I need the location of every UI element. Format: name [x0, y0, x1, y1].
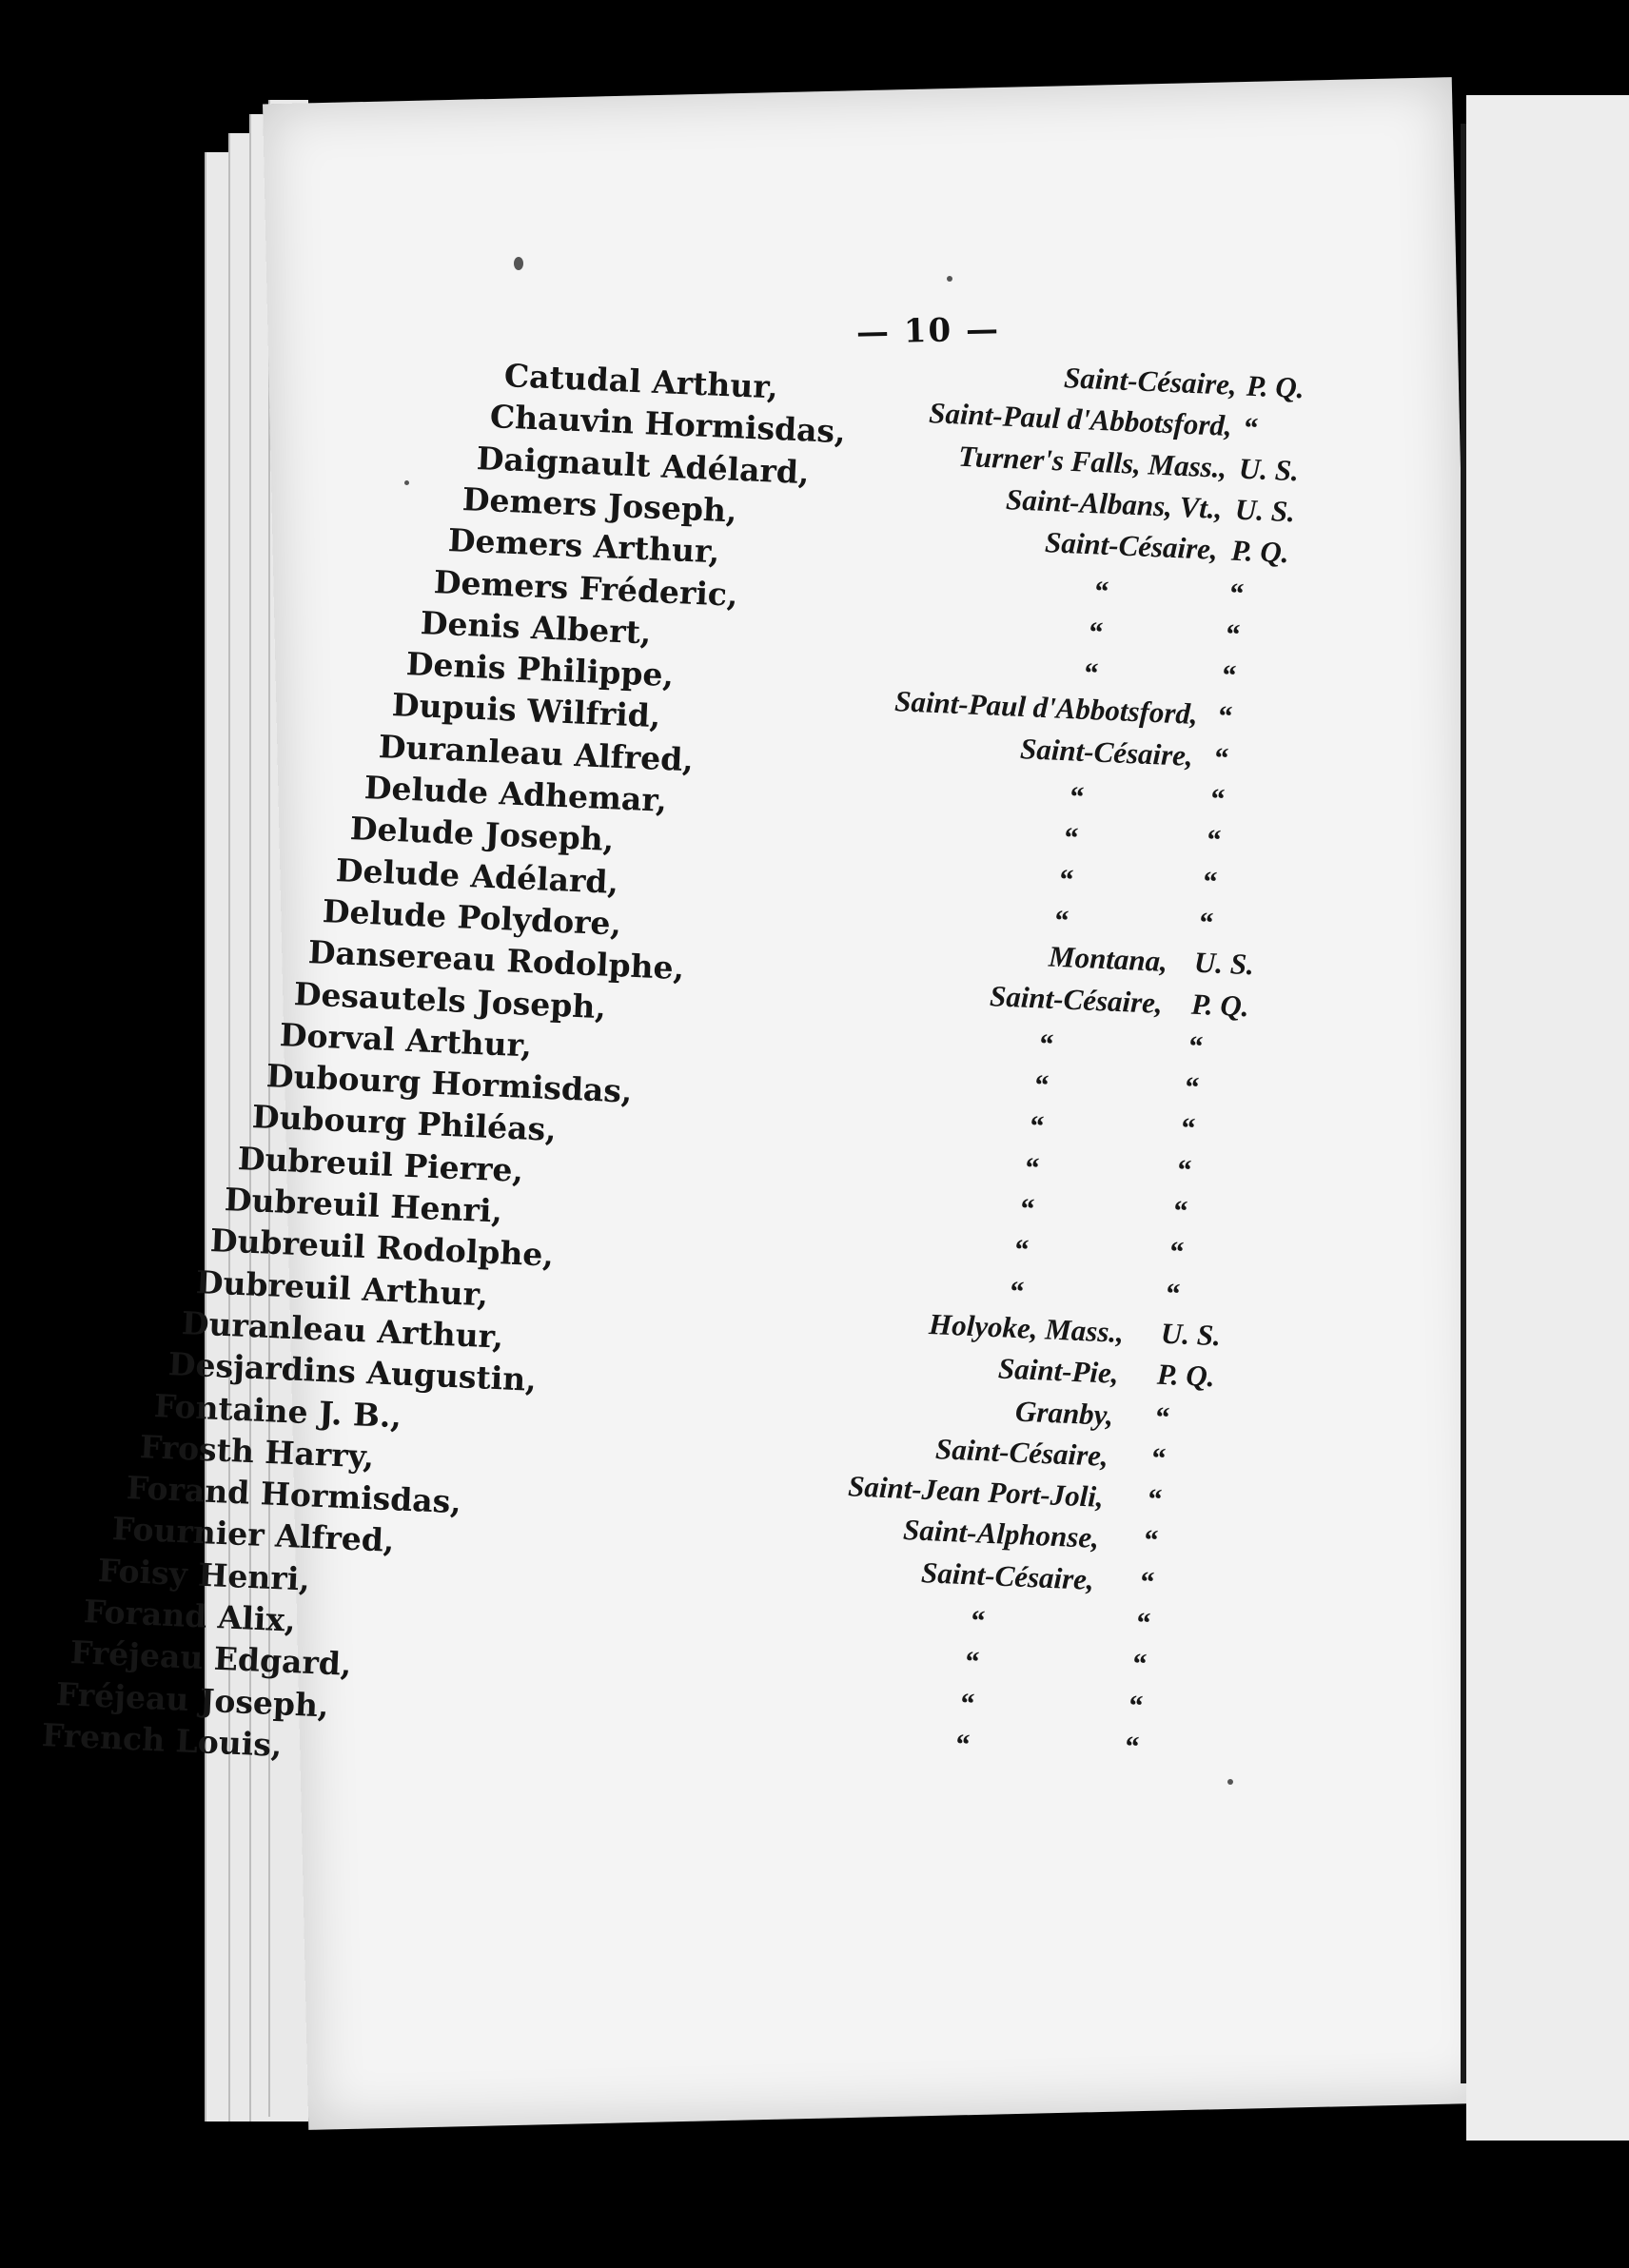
entry-name: Demers Joseph,: [461, 479, 738, 530]
entry-name: Dubourg Philéas,: [251, 1098, 558, 1149]
entry-place: Saint-Césaire,: [1043, 525, 1219, 567]
entry-name: Duranleau Alfred,: [377, 727, 695, 779]
entry-region: “: [1227, 576, 1244, 610]
entry-name: Dubreuil Arthur,: [195, 1262, 489, 1313]
entry-region: “: [1186, 1028, 1203, 1064]
page-number: — 10 —: [855, 310, 1001, 352]
entry-region: “: [1130, 1646, 1148, 1681]
entry-name: Dorval Arthur,: [279, 1015, 534, 1065]
entry-place: “: [1091, 573, 1109, 608]
entry-name: Fréjeau Edgard,: [69, 1633, 352, 1684]
entry-place: “: [963, 1644, 980, 1679]
dust-speck: [1227, 1779, 1233, 1785]
entry-name: Dubreuil Pierre,: [237, 1139, 525, 1189]
entry-place: Saint-Pie,: [997, 1351, 1120, 1391]
entry-place: “: [1032, 1067, 1050, 1103]
entry-place: Saint-Alphonse,: [902, 1513, 1100, 1555]
entry-region: “: [1175, 1152, 1192, 1187]
entry-region: “: [1171, 1193, 1188, 1228]
entry-region: “: [1134, 1605, 1151, 1640]
entry-place: Saint-Paul d'Abbotsford,: [928, 396, 1233, 443]
entry-name: Chauvin Hormisdas,: [489, 398, 847, 451]
dust-speck: [404, 480, 409, 485]
entry-place: “: [1008, 1273, 1025, 1308]
entry-place: “: [1012, 1232, 1030, 1267]
entry-region: P. Q.: [1246, 368, 1305, 405]
entry-region: “: [1197, 905, 1214, 940]
dust-speck: [947, 276, 952, 282]
entry-name: Fréjeau Joseph,: [55, 1674, 330, 1725]
entry-place: Saint-Césaire,: [1063, 361, 1238, 401]
entry-name: Desautels Joseph,: [293, 974, 607, 1026]
entry-place: Saint-Albans, Vt.,: [1005, 481, 1224, 525]
entry-place: Saint-Jean Port-Joli,: [847, 1469, 1105, 1515]
entry-place: “: [1037, 1026, 1054, 1061]
entry-name: Fontaine J. B.,: [153, 1386, 402, 1435]
entry-region: U. S.: [1238, 451, 1300, 487]
entry-place: “: [958, 1685, 975, 1720]
entry-name: Denis Philippe,: [405, 645, 675, 694]
entry-name: Forand Hormisdas,: [125, 1469, 462, 1521]
entry-name: Demers Arthur,: [447, 521, 721, 571]
entry-region: “: [1216, 699, 1233, 733]
entry-region: P. Q.: [1189, 987, 1249, 1023]
entry-region: “: [1168, 1234, 1185, 1269]
entry-name: Dubreuil Henri,: [223, 1181, 503, 1230]
entry-region: “: [1219, 657, 1236, 693]
entry-region: “: [1208, 781, 1226, 816]
entry-name: Demers Fréderic,: [433, 562, 739, 614]
entry-region: “: [1138, 1564, 1155, 1599]
entry-region: U. S.: [1160, 1316, 1223, 1353]
entry-name: Daignault Adélard,: [475, 439, 810, 491]
entry-name: Foisy Henri,: [97, 1551, 311, 1598]
entry-region: “: [1164, 1276, 1181, 1310]
entry-region: “: [1148, 1440, 1166, 1476]
entry-region: P. Q.: [1230, 533, 1290, 570]
entry-region: U. S.: [1234, 492, 1296, 529]
entry-place: “: [1023, 1150, 1040, 1184]
entry-name: Forand Alix,: [83, 1593, 297, 1639]
entry-place: Turner's Falls, Mass.,: [957, 439, 1228, 484]
entry-name: Delude Adélard,: [335, 850, 620, 901]
entry-place: Granby,: [1014, 1394, 1114, 1432]
entry-region: “: [1205, 822, 1222, 857]
entry-name: Dubourg Hormisdas,: [265, 1057, 633, 1110]
entry-region: “: [1146, 1481, 1163, 1516]
entry-name: Delude Joseph,: [349, 810, 616, 859]
entry-place: “: [953, 1727, 971, 1761]
entry-name: French Louis,: [41, 1715, 284, 1764]
entry-place: “: [968, 1603, 985, 1637]
entry-name: Frosth Harry,: [139, 1427, 376, 1476]
entry-name: Delude Adhemar,: [363, 769, 668, 819]
entry-place: “: [1057, 861, 1074, 896]
entry-region: “: [1179, 1111, 1196, 1145]
entry-name: Delude Polydore,: [321, 891, 622, 943]
entry-place: Saint-Césaire,: [989, 978, 1164, 1020]
entry-region: “: [1123, 1729, 1140, 1764]
entry-region: “: [1152, 1399, 1169, 1434]
entry-place: “: [1082, 655, 1099, 691]
entry-place: Saint-Paul d'Abbotsford,: [893, 684, 1199, 732]
entry-place: “: [1067, 779, 1084, 813]
entry-name: Dupuis Wilfrid,: [391, 686, 662, 735]
entry-region: “: [1223, 616, 1240, 652]
entry-region: “: [1212, 740, 1229, 775]
entry-name: Duranleau Arthur,: [181, 1303, 505, 1356]
entry-place: Saint-Césaire,: [934, 1431, 1109, 1473]
entry-region: P. Q.: [1156, 1357, 1216, 1394]
entry-name: Denis Albert,: [419, 603, 652, 652]
entry-place: Saint-Césaire,: [1018, 731, 1194, 772]
entry-place: “: [1087, 615, 1104, 649]
entry-place: Holyoke, Mass.,: [928, 1306, 1125, 1349]
entry-region: U. S.: [1193, 945, 1256, 982]
entry-region: “: [1142, 1523, 1159, 1557]
entry-place: “: [1052, 903, 1070, 937]
entry-name: Fournier Alfred,: [110, 1510, 396, 1560]
entry-name: Catudal Arthur,: [503, 357, 779, 406]
entry-place: “: [1017, 1191, 1034, 1225]
dust-speck: [514, 257, 523, 270]
entry-place: Montana,: [1048, 939, 1169, 979]
entry-name: Dubreuil Rodolphe,: [208, 1222, 555, 1275]
entry-region: “: [1201, 864, 1218, 898]
entry-place: “: [1028, 1108, 1045, 1144]
entry-place: “: [1062, 820, 1079, 855]
entry-name: Dansereau Rodolphe,: [307, 933, 685, 987]
entry-region: “: [1183, 1069, 1200, 1105]
entry-region: “: [1127, 1688, 1144, 1722]
entry-name: Desjardins Augustin,: [167, 1345, 538, 1399]
entry-region: “: [1242, 410, 1259, 445]
entry-place: Saint-Césaire,: [920, 1554, 1095, 1596]
